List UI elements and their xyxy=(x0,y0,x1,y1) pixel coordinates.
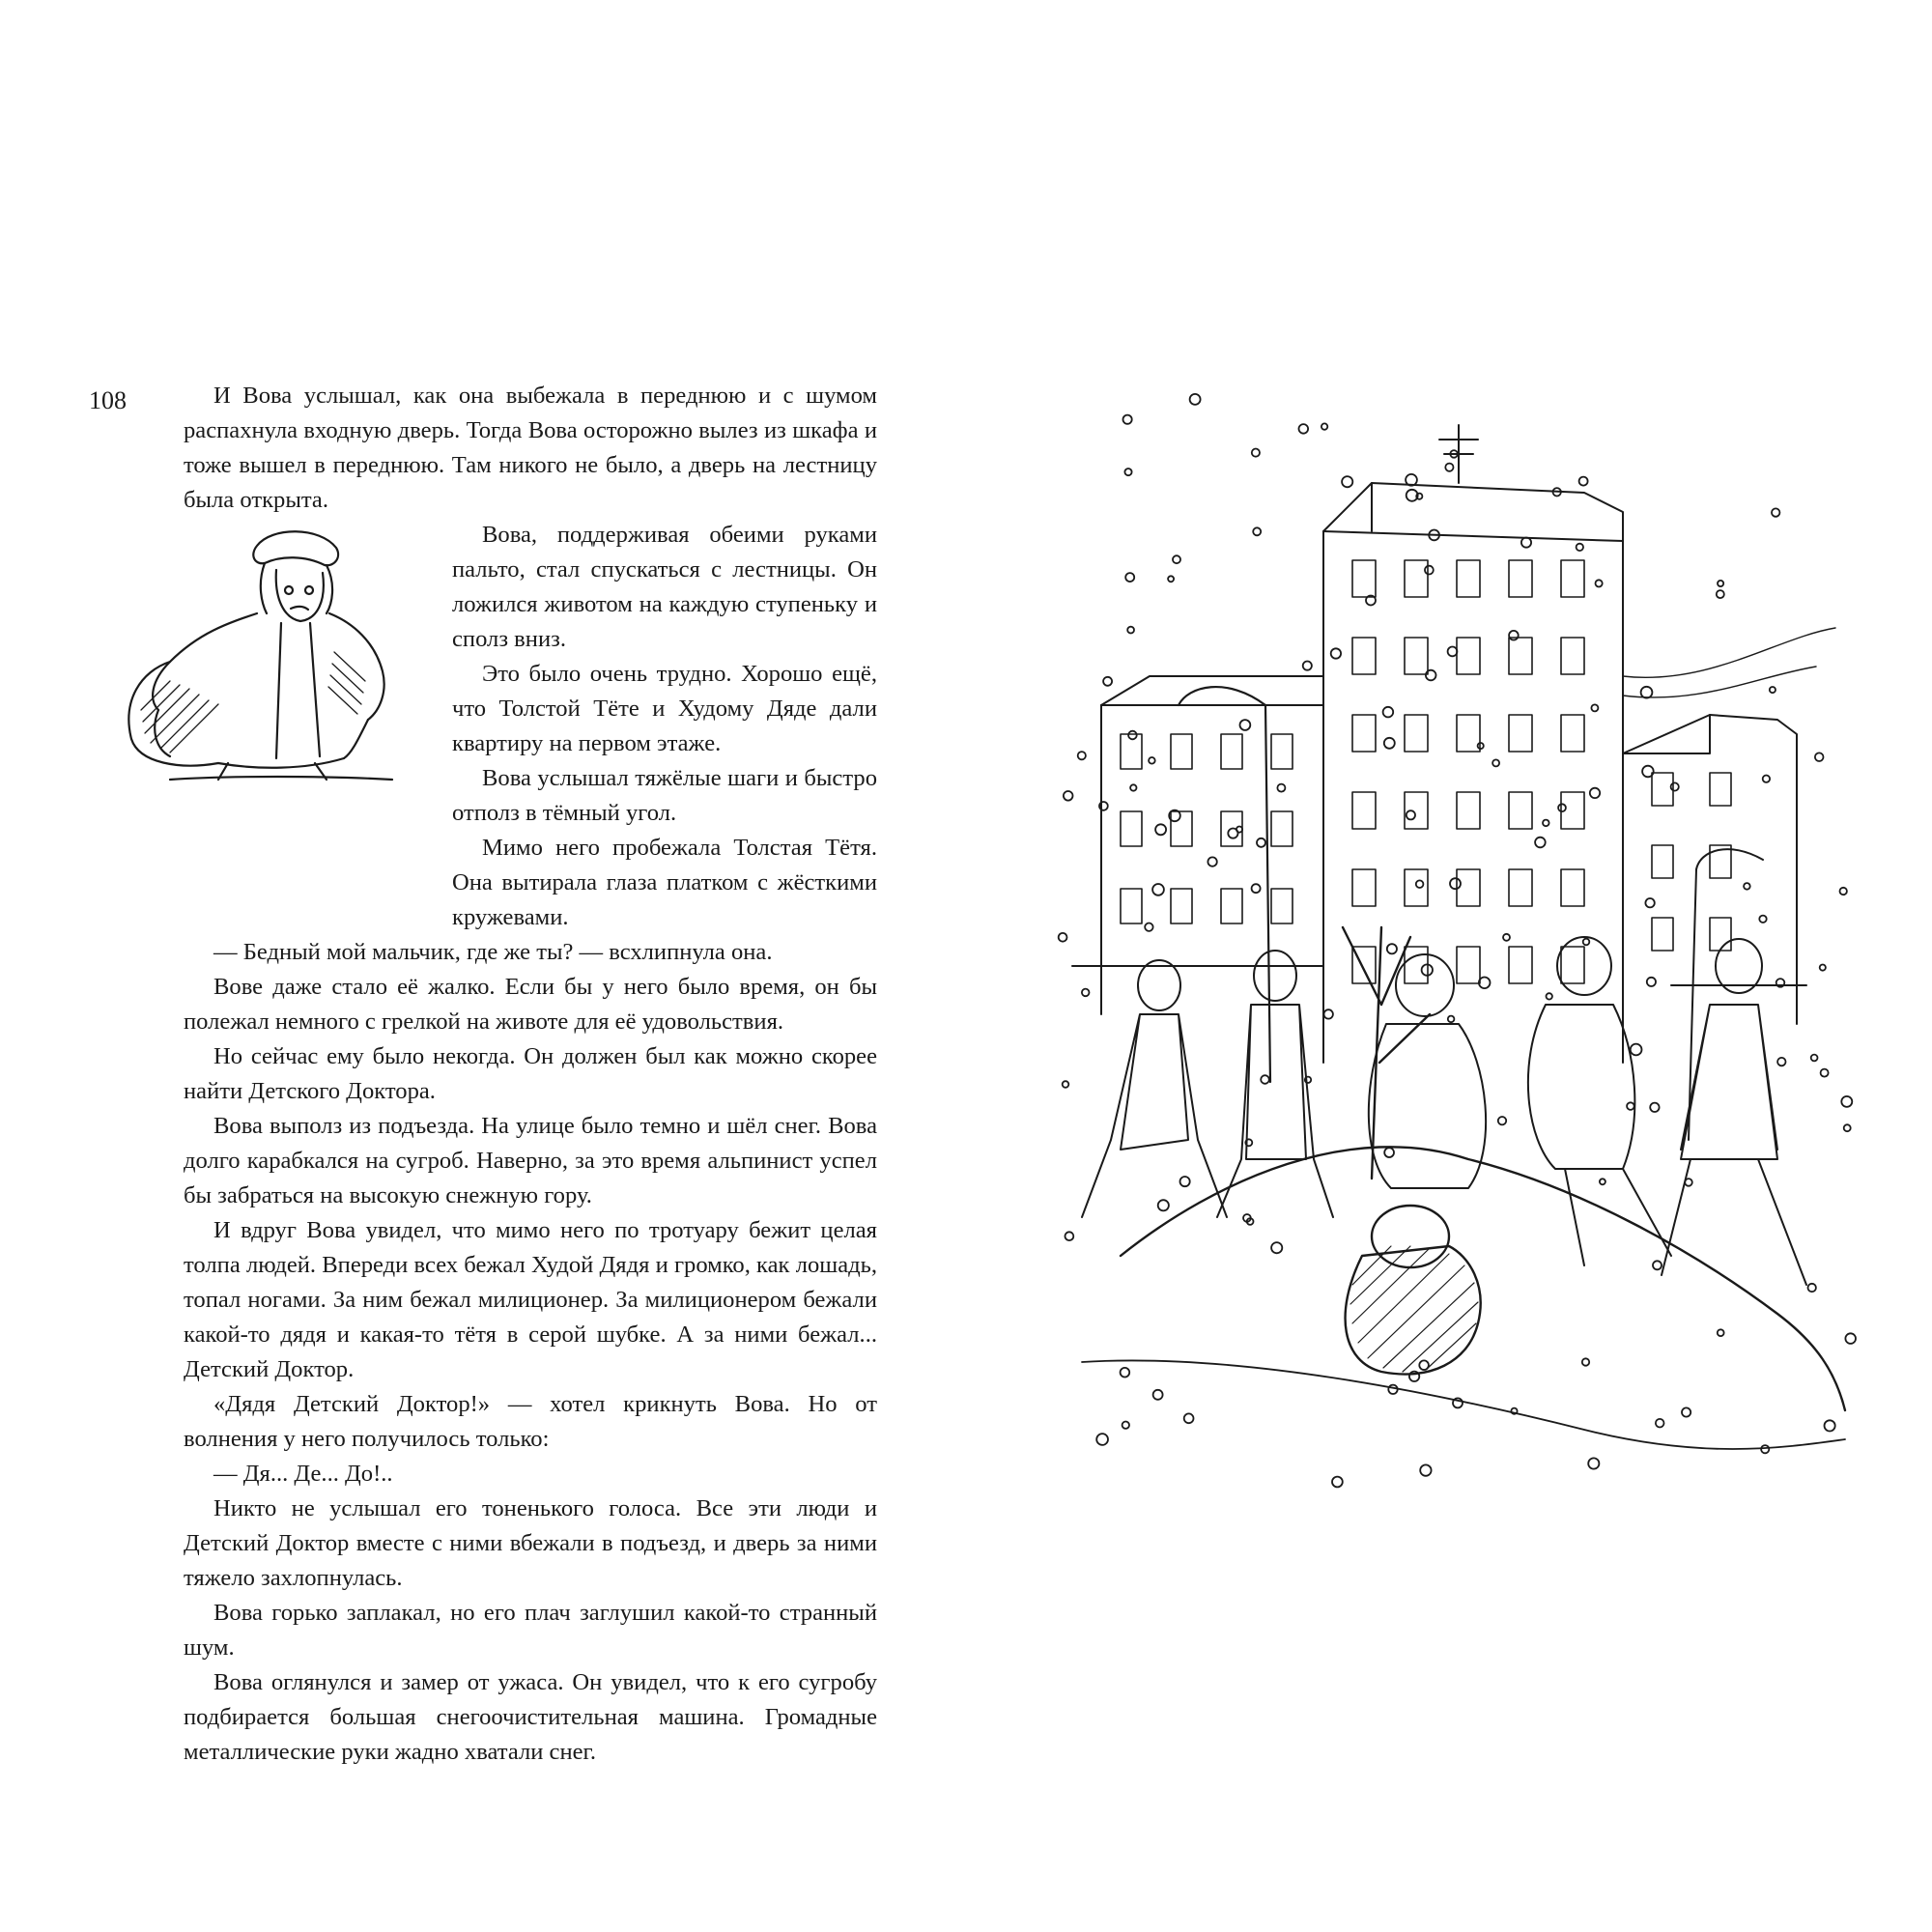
snowflake-shape xyxy=(1845,1333,1856,1344)
snowflake-shape xyxy=(1450,878,1461,889)
building-tall xyxy=(1323,425,1623,1063)
window-shape xyxy=(1509,869,1532,906)
snowflake-shape xyxy=(1384,1148,1394,1157)
snowflake-shape xyxy=(1577,544,1583,551)
snowflake-shape xyxy=(1420,1464,1431,1475)
snowflake-shape xyxy=(1808,1284,1816,1292)
window-shape xyxy=(1405,715,1428,752)
snowflake-shape xyxy=(1125,573,1134,582)
vova-on-snowdrift xyxy=(1346,1206,1481,1375)
snowflake-shape xyxy=(1590,788,1600,798)
window-shape xyxy=(1121,811,1142,846)
snowflake-shape xyxy=(1579,477,1588,486)
paragraph: — Бедный мой мальчик, где же ты? — всхлипнула она. xyxy=(213,939,773,965)
window-shape xyxy=(1710,918,1731,951)
snowflake-shape xyxy=(1419,1360,1429,1370)
snowflake-shape xyxy=(1271,1242,1282,1253)
snowflake-shape xyxy=(1127,627,1134,634)
window-shape xyxy=(1561,560,1584,597)
snowflake-shape xyxy=(1759,916,1766,923)
snowflake-shape xyxy=(1718,1329,1724,1336)
window-shape xyxy=(1457,947,1480,983)
snowflake-shape xyxy=(1492,759,1499,766)
snowflake-shape xyxy=(1180,1177,1190,1186)
window-shape xyxy=(1561,947,1584,983)
snowflake-shape xyxy=(1583,939,1590,946)
paragraph: Вова, поддерживая обеими руками пальто, стал спускаться с лестницы. Он ложился животом на каждую ступеньку и сполз вниз. xyxy=(452,522,877,652)
snowflake-shape xyxy=(1253,527,1261,535)
snowflake-shape xyxy=(1152,884,1164,895)
snowflake-shape xyxy=(1155,824,1166,835)
snowflake-shape xyxy=(1777,1058,1785,1065)
snowflake-shape xyxy=(1521,538,1531,548)
snowflake-shape xyxy=(1717,590,1724,598)
window-shape xyxy=(1271,889,1293,923)
snowflake-shape xyxy=(1384,738,1395,749)
snowflake-shape xyxy=(1825,1420,1835,1431)
window-shape xyxy=(1457,869,1480,906)
window-shape xyxy=(1352,792,1376,829)
window-shape xyxy=(1405,638,1428,674)
window-shape xyxy=(1652,918,1673,951)
window-shape xyxy=(1509,638,1532,674)
paragraph: «Дядя Детский Доктор!» — хотел крикнуть Вова. Но от волнения у него получилось только: xyxy=(184,1391,877,1452)
paragraph: Никто не услышал его тоненького голоса. Все эти люди и Детский Доктор вместе с ними вбежали в подъезд, и дверь за ними тяжело захлопнулась. xyxy=(184,1495,877,1591)
snowflake-shape xyxy=(1388,1385,1397,1394)
snowflake-shape xyxy=(1642,766,1654,778)
snowflake-shape xyxy=(1121,1368,1130,1378)
snowflake-shape xyxy=(1588,1458,1599,1468)
window-shape xyxy=(1509,715,1532,752)
window-shape xyxy=(1171,734,1192,769)
snowflake-shape xyxy=(1208,857,1216,866)
snowflake-shape xyxy=(1122,1422,1129,1429)
window-shape xyxy=(1405,560,1428,597)
snowflake-shape xyxy=(1682,1407,1690,1416)
snowflake-shape xyxy=(1840,888,1847,895)
window-shape xyxy=(1171,889,1192,923)
snowflake-shape xyxy=(1190,394,1201,405)
snowflake-shape xyxy=(1332,1477,1343,1488)
snowflake-shape xyxy=(1591,704,1598,711)
snowflake-shape xyxy=(1128,731,1137,740)
snowflake-shape xyxy=(1647,978,1656,986)
snowflake-shape xyxy=(1535,838,1546,848)
page-number: 108 xyxy=(89,386,127,414)
snowflake-shape xyxy=(1184,1413,1194,1423)
snowflake-shape xyxy=(1173,555,1180,563)
snowflake-shape xyxy=(1277,784,1285,792)
street-snow-illustration xyxy=(1043,386,1874,1546)
window-shape xyxy=(1561,638,1584,674)
snowflake-shape xyxy=(1503,934,1510,941)
snowflake-shape xyxy=(1641,687,1653,698)
window-shape xyxy=(1457,715,1480,752)
window-shape xyxy=(1171,811,1192,846)
snowflake-shape xyxy=(1763,776,1770,782)
snowflake-shape xyxy=(1158,1200,1169,1210)
snowflake-shape xyxy=(1064,791,1073,801)
snowflake-shape xyxy=(1299,424,1309,434)
snowflake-shape xyxy=(1078,752,1086,759)
window-shape xyxy=(1352,715,1376,752)
snowflake-shape xyxy=(1543,820,1549,827)
snowflake-shape xyxy=(1448,1016,1455,1023)
snowflake-shape xyxy=(1124,469,1131,475)
snowflake-shape xyxy=(1416,880,1424,888)
snowflake-shape xyxy=(1631,1044,1642,1056)
snowflake-shape xyxy=(1082,989,1090,997)
paragraph: И вдруг Вова увидел, что мимо него по тротуару бежит целая толпа людей. Впереди всех бежал Худой Дядя и громко, как лошадь, топал ногами. За ним бежал милиционер. За милиционером бежали какой-то дядя и какая-то тётя в серой шубке. А за ними бежал... Детский Доктор. xyxy=(184,1217,877,1382)
snowflake-shape xyxy=(1065,1232,1074,1240)
window-shape xyxy=(1509,947,1532,983)
snowflake-shape xyxy=(1509,631,1519,640)
snowflake-shape xyxy=(1168,576,1174,582)
snowflake-shape xyxy=(1656,1419,1664,1428)
snowflake-shape xyxy=(1815,753,1824,761)
window-shape xyxy=(1457,638,1480,674)
window-shape xyxy=(1710,773,1731,806)
paragraph: Вова оглянулся и замер от ужаса. Он увидел, что к его сугробу подбирается большая снегоочистительная машина. Громадные металлические руки жадно хватали снег. xyxy=(184,1669,877,1765)
snowflake-shape xyxy=(1387,944,1397,953)
snowflake-shape xyxy=(1820,965,1826,971)
snowflake-shape xyxy=(1744,883,1750,890)
snowflake-shape xyxy=(1596,580,1603,586)
snowflake-shape xyxy=(1718,581,1723,586)
snowflake-shape xyxy=(1558,804,1566,811)
window-shape xyxy=(1405,869,1428,906)
paragraph: Это было очень трудно. Хорошо ещё, что Толстой Тёте и Худому Дяде дали квартиру на первом этаже. xyxy=(452,661,877,756)
snowflake-shape xyxy=(1498,1117,1506,1124)
running-people xyxy=(1082,937,1806,1285)
paragraph: Вове даже стало её жалко. Если бы у него было время, он бы полежал немного с грелкой на животе для её удовольствия. xyxy=(184,974,877,1035)
snowflake-shape xyxy=(1145,923,1152,931)
snowflake-shape xyxy=(1240,720,1251,730)
snowflake-shape xyxy=(1547,993,1552,999)
building-left xyxy=(1072,676,1323,1014)
snowflake-shape xyxy=(1821,1069,1829,1077)
snowflake-shape xyxy=(1582,1358,1589,1365)
paragraph: Вова горько заплакал, но его плач заглушил какой-то странный шум. xyxy=(184,1600,877,1661)
snowflake-shape xyxy=(1342,476,1352,487)
snowflake-shape xyxy=(1627,1102,1634,1110)
window-shape xyxy=(1405,792,1428,829)
snowflake-shape xyxy=(1653,1261,1662,1269)
snowflake-shape xyxy=(1321,423,1327,429)
snowflake-shape xyxy=(1149,757,1155,764)
paragraph: Вова услышал тяжёлые шаги и быстро отполз в тёмный угол. xyxy=(452,765,877,826)
snowflake-shape xyxy=(1063,1081,1069,1088)
snowflake-shape xyxy=(1324,1009,1333,1018)
window-shape xyxy=(1221,889,1242,923)
window-shape xyxy=(1509,792,1532,829)
window-shape xyxy=(1352,869,1376,906)
snowflake-shape xyxy=(1650,1103,1659,1112)
snowflake-shape xyxy=(1600,1179,1605,1184)
snowflake-shape xyxy=(1153,1390,1163,1400)
paragraph: Но сейчас ему было некогда. Он должен был как можно скорее найти Детского Доктора. xyxy=(184,1043,877,1104)
window-shape xyxy=(1352,560,1376,597)
snowflake-shape xyxy=(1257,838,1265,847)
paragraph: Мимо него пробежала Толстая Тётя. Она вытирала глаза платком с жёсткими кружевами. xyxy=(452,835,877,930)
paragraph: И Вова услышал, как она выбежала в переднюю и с шумом распахнула входную дверь. Тогда Вова осторожно вылез из шкафа и тоже вышел в переднюю. Там никого не было, а дверь на лестницу была открыта. xyxy=(184,383,877,513)
snowflake-shape xyxy=(1426,670,1436,681)
snowflake-shape xyxy=(1841,1096,1852,1107)
paragraph: — Дя... Де... До!.. xyxy=(213,1461,393,1487)
snowflake-shape xyxy=(1096,1434,1108,1445)
snowflake-shape xyxy=(1059,933,1067,942)
snowflake-shape xyxy=(1252,884,1261,893)
snowflake-shape xyxy=(1252,449,1260,457)
window-shape xyxy=(1652,845,1673,878)
snowflake-shape xyxy=(1844,1124,1851,1131)
window-shape xyxy=(1221,734,1242,769)
window-shape xyxy=(1509,560,1532,597)
window-shape xyxy=(1271,734,1293,769)
window-shape xyxy=(1121,889,1142,923)
window-shape xyxy=(1561,715,1584,752)
window-shape xyxy=(1352,638,1376,674)
snowflake-shape xyxy=(1406,810,1415,819)
snowflake-shape xyxy=(1445,464,1453,471)
window-shape xyxy=(1457,792,1480,829)
paragraph: Вова выполз из подъезда. На улице было темно и шёл снег. Вова долго карабкался на сугроб. Наверно, за это время альпинист успел бы забраться на высокую снежную гору. xyxy=(184,1113,877,1208)
snowflake-shape xyxy=(1671,782,1679,790)
window-shape xyxy=(1271,811,1293,846)
snowflake-shape xyxy=(1770,687,1776,693)
window-shape xyxy=(1561,869,1584,906)
snowflake-shape xyxy=(1772,508,1779,516)
snowflake-shape xyxy=(1103,677,1112,686)
snowflake-shape xyxy=(1123,415,1132,424)
snowflake-shape xyxy=(1383,707,1394,718)
snowflake-shape xyxy=(1453,1398,1463,1407)
snowflake-shape xyxy=(1303,662,1312,670)
snowflake-shape xyxy=(1645,898,1654,907)
snowflake-shape xyxy=(1685,1179,1692,1186)
snowflake-shape xyxy=(1811,1055,1818,1062)
snowflake-shape xyxy=(1331,648,1341,658)
window-shape xyxy=(1652,773,1673,806)
snowflake-shape xyxy=(1425,566,1434,575)
page-text xyxy=(184,379,877,1770)
snowflake-shape xyxy=(1448,647,1458,657)
window-shape xyxy=(1457,560,1480,597)
snowflake-shape xyxy=(1130,784,1136,790)
snowflake-shape xyxy=(1261,1075,1269,1084)
snowflake-shape xyxy=(1761,1445,1769,1453)
